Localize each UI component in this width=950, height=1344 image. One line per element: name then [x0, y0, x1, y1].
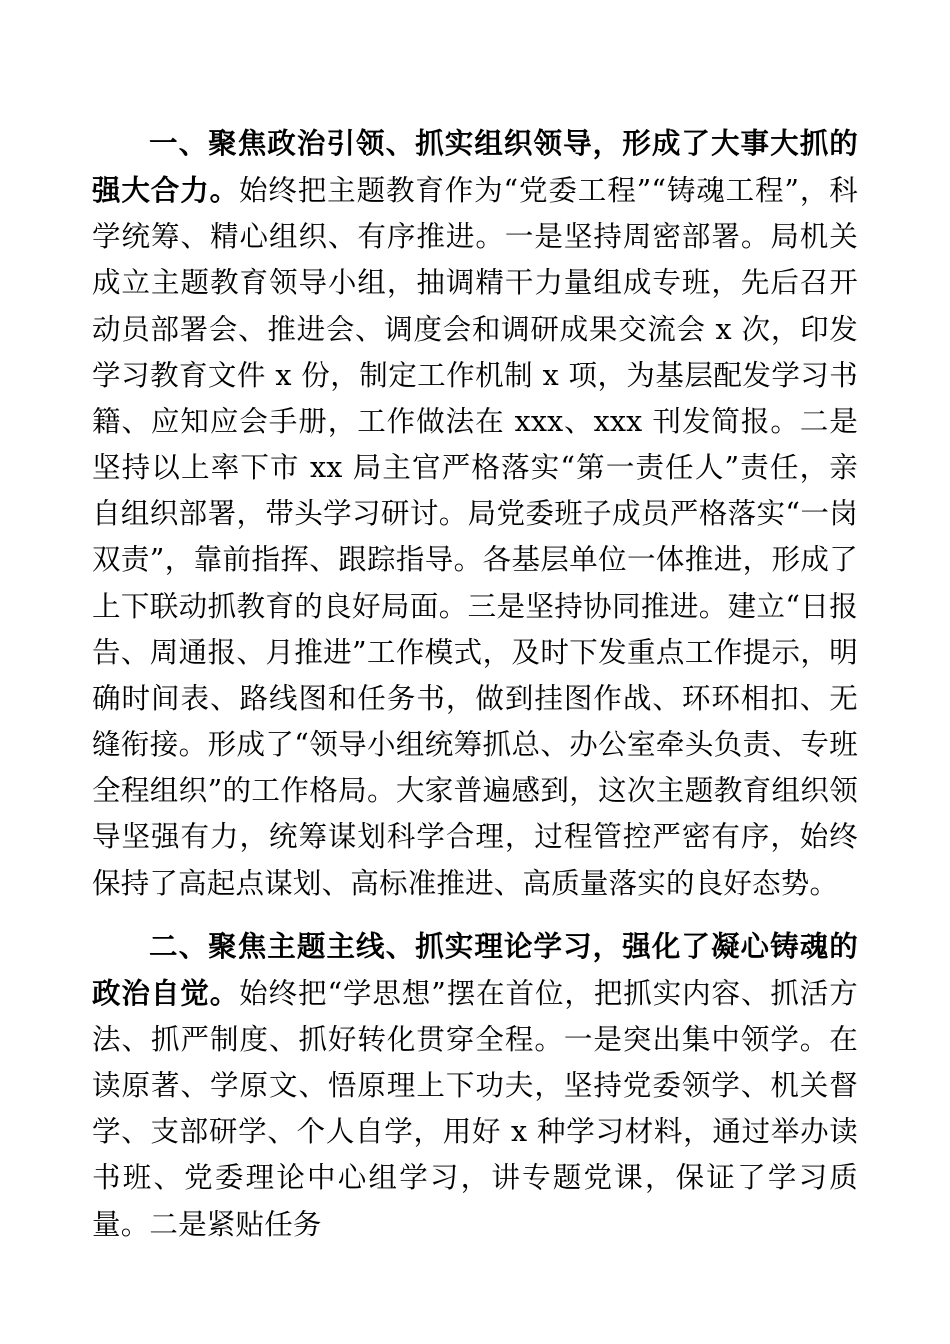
section-two-heading: 二、聚焦主题主线、抓实理论学习，强化了凝心铸魂的政治自觉。 — [92, 928, 858, 1010]
paragraph-section-two — [92, 923, 858, 1248]
paragraph-section-one — [92, 120, 858, 907]
section-one-body: 始终把主题教育作为“党委工程”“铸魂工程”，科学统筹、精心组织、有序推进。一是坚持周密部署。局机关成立主题教育领导小组，抽调精干力量组成专班，先后召开动员部署会、推进会、调度会和调研成果交流会 x 次，印发学习教育文件 x 份，制定工作机制 x 项，为基层配发学习书籍、应知应会手册，工作做法在 xxx、xxx 刊发简报。二是坚持以上率下市 xx 局主官严格落实“第一责任人”责任，亲自组织部署，带头学习研讨。局党委班子成员严格落实“一岗双责”，靠前指挥、跟踪指导。各基层单位一体推进，形成了上下联动抓教育的良好局面。三是坚持协同推进。建立“日报告、周通报、月推进”工作模式，及时下发重点工作提示，明确时间表、路线图和任务书，做到挂图作战、环环相扣、无缝衔接。形成了“领导小组统筹抓总、办公室牵头负责、专班全程组织”的工作格局。大家普遍感到，这次主题教育组织领导坚强有力，统筹谋划科学合理，过程管控严密有序，始终保持了高起点谋划、高标准推进、高质量落实的良好态势。 — [92, 174, 858, 900]
section-one-heading: 一、聚焦政治引领、抓实组织领导，形成了大事大抓的强大合力。 — [92, 126, 858, 208]
section-two-body: 始终把“学思想”摆在首位，把抓实内容、抓活方法、抓严制度、抓好转化贯穿全程。一是突出集中领学。在读原著、学原文、悟原理上下功夫，坚持党委领学、机关督学、支部研学、个人自学，用好 x 种学习材料，通过举办读书班、党委理论中心组学习，讲专题党课，保证了学习质量。二是紧贴任务 — [92, 976, 858, 1241]
